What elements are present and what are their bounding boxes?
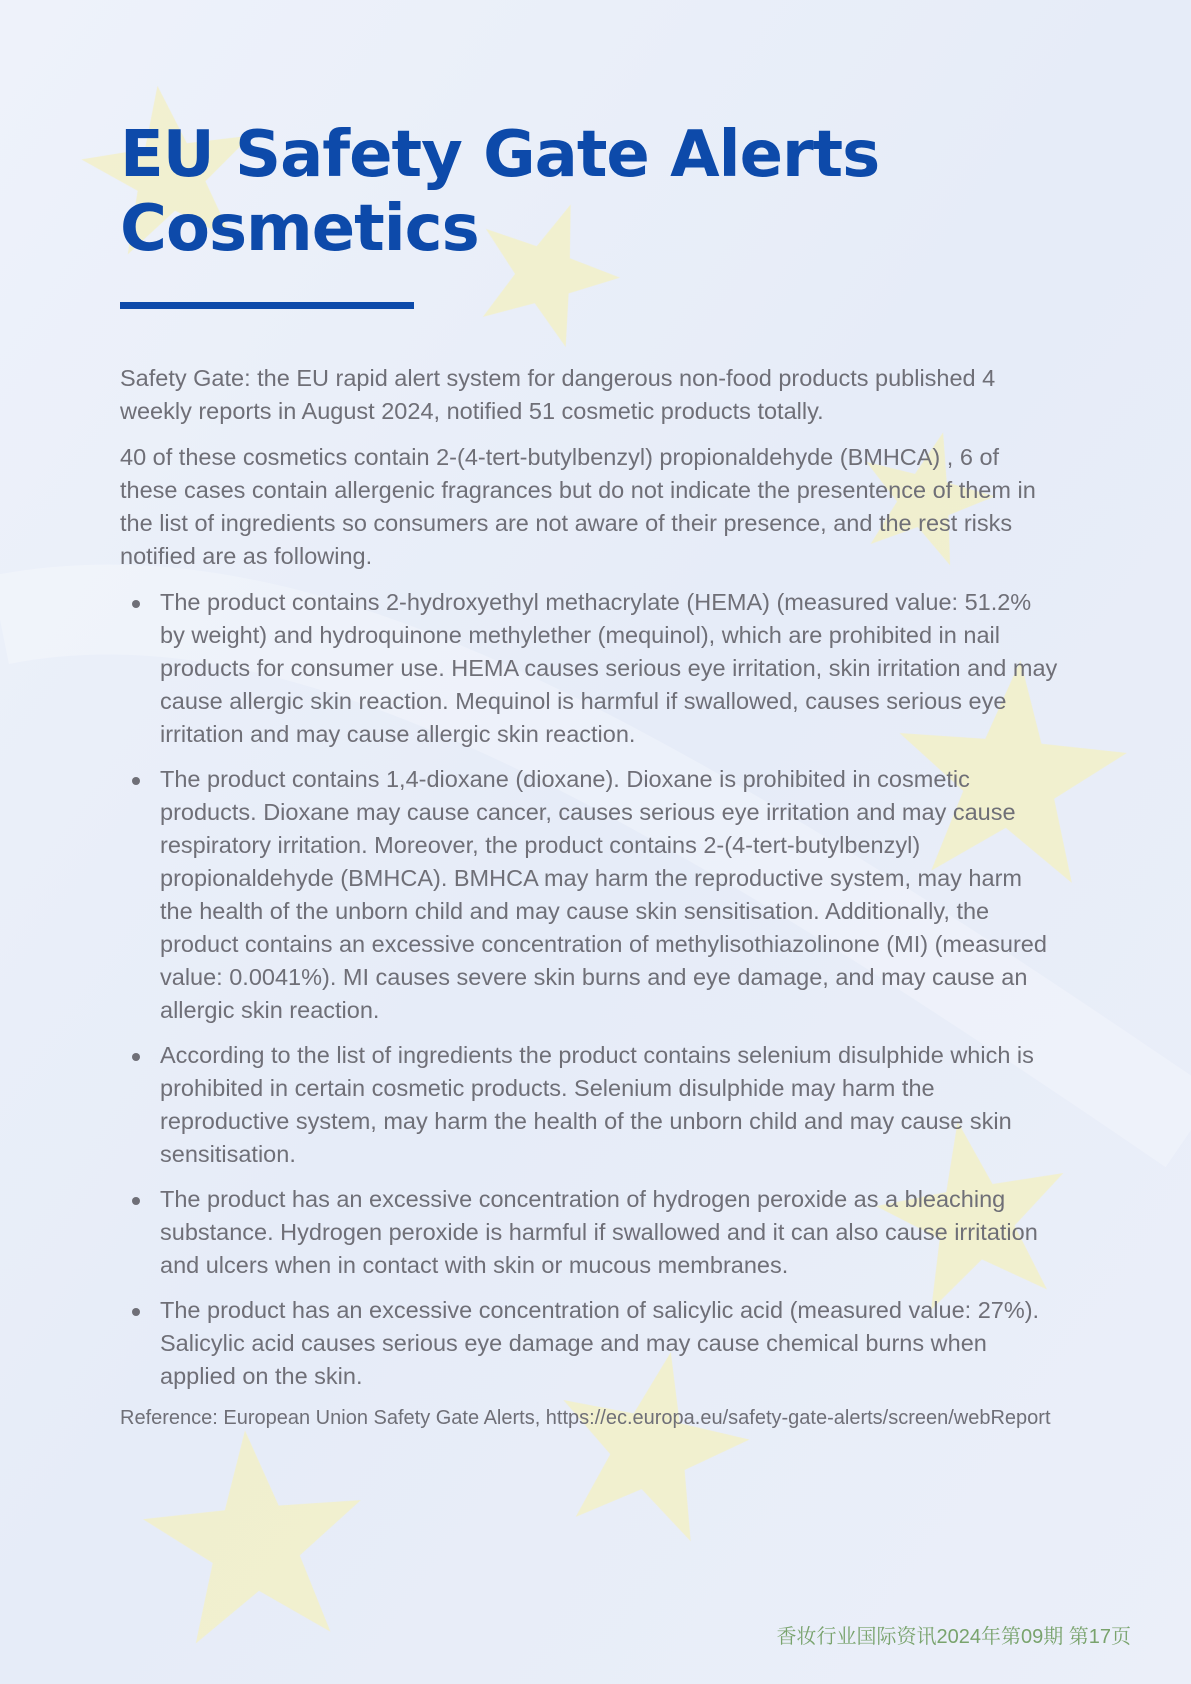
reference-line: Reference: European Union Safety Gate Alerts, https://ec.europa.eu/safety-gate-alerts/screen/webReport xyxy=(120,1407,1051,1429)
risk-list-item: The product contains 2-hydroxyethyl methacrylate (HEMA) (measured value: 51.2% by weight) and hydroquinone methylether (mequinol), which are prohibited in nail products for consumer use. HEMA causes serious eye irritation, skin irritation and may cause allergic skin reaction. Mequinol is harmful if swallowed, causes serious eye irritation and may cause allergic skin reaction. xyxy=(120,586,1060,751)
risk-list-item: The product has an excessive concentration of salicylic acid (measured value: 27%). Salicylic acid causes serious eye damage and may cause chemical burns when applied on the skin. xyxy=(120,1294,1060,1393)
risk-list xyxy=(120,586,1060,1393)
risk-list-item: The product contains 1,4-dioxane (dioxane). Dioxane is prohibited in cosmetic products. Dioxane may cause cancer, causes serious eye irritation and may cause respiratory irritation. Moreover, the product contains 2-(4-tert-butylbenzyl) propionaldehyde (BMHCA). BMHCA may harm the reproductive system, may harm the health of the unborn child and may cause skin sensitisation. Additionally, the product contains an excessive concentration of methylisothiazolinone (MI) (measured value: 0.0041%). MI causes severe skin burns and eye damage, and may cause an allergic skin reaction. xyxy=(120,763,1060,1027)
title-line-1: EU Safety Gate Alerts xyxy=(120,118,880,192)
title-underline xyxy=(120,302,414,309)
risk-list-item: The product has an excessive concentration of hydrogen peroxide as a bleaching substance. Hydrogen peroxide is harmful if swallowed and it can also cause irritation and ulcers when in contact with skin or mucous membranes. xyxy=(120,1183,1060,1282)
page-footer: 香妆行业国际资讯2024年第09期 第17页 xyxy=(776,1626,1131,1648)
risk-list-item: According to the list of ingredients the product contains selenium disulphide which is prohibited in certain cosmetic products. Selenium disulphide may harm the reproductive system, may harm the health of the unborn child and may cause skin sensitisation. xyxy=(120,1039,1060,1171)
intro-paragraph-2: 40 of these cosmetics contain 2-(4-tert-butylbenzyl) propionaldehyde (BMHCA) , 6 of these cases contain allergenic fragrances but do not indicate the presentence of them in the list of ingredients so consumers are not aware of their presence, and the rest risks notified are as following. xyxy=(120,444,1036,569)
page-title xyxy=(120,118,1060,266)
page-content xyxy=(120,118,1060,1431)
intro-paragraph-1: Safety Gate: the EU rapid alert system for dangerous non-food products published 4 weekly reports in August 2024, notified 51 cosmetic products totally. xyxy=(120,365,996,424)
title-line-2: Cosmetics xyxy=(120,192,479,266)
